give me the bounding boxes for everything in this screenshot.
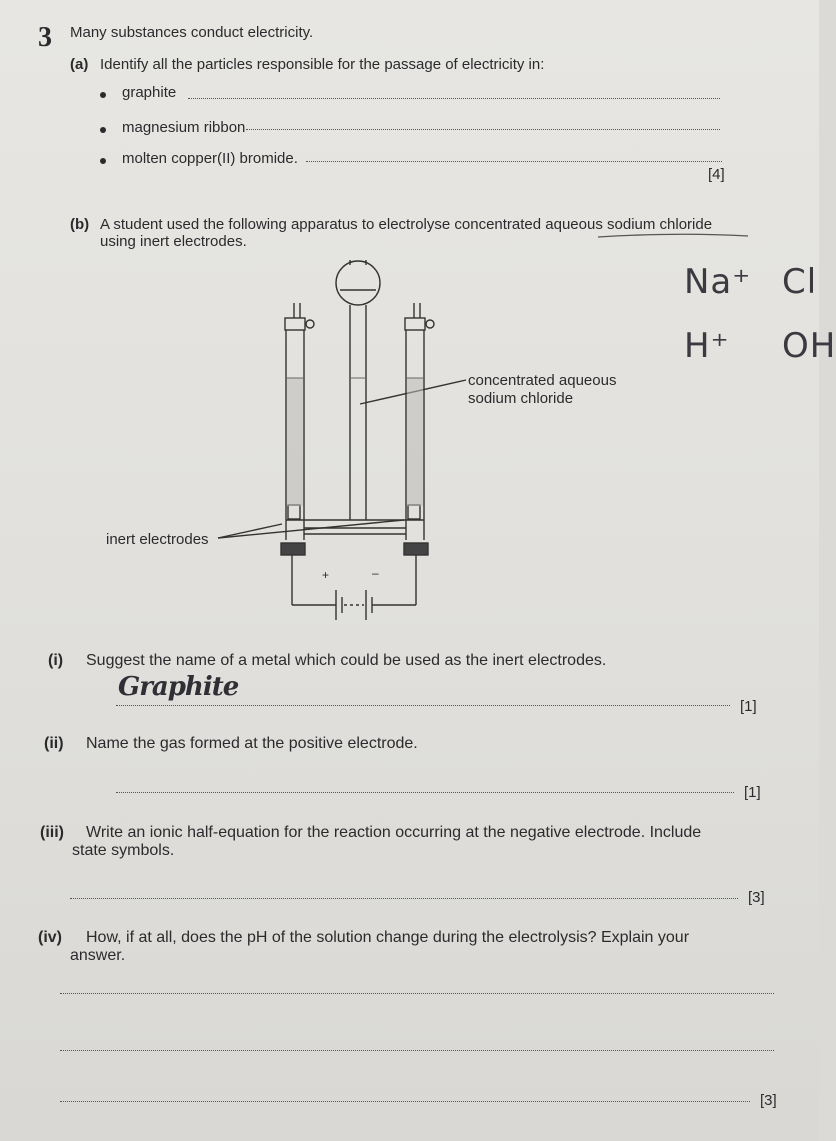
marks-iii: [3] (748, 889, 765, 906)
handwritten-na: Na⁺ (684, 262, 752, 302)
answer-line[interactable] (70, 897, 738, 899)
item-molten-copper-bromide: molten copper(II) bromide. (122, 150, 298, 167)
marks-i: [1] (740, 698, 757, 715)
answer-line[interactable] (60, 992, 774, 994)
handwritten-h: H⁺ (684, 326, 730, 366)
marks-ii: [1] (744, 784, 761, 801)
answer-line[interactable] (60, 1100, 750, 1102)
sub-i-text: Suggest the name of a metal which could be used as the inert electrodes. (86, 652, 607, 669)
answer-line[interactable] (60, 1049, 774, 1051)
sub-ii-text: Name the gas formed at the positive electrode. (86, 735, 418, 752)
label-inert-electrodes: inert electrodes (106, 531, 209, 548)
positive-terminal-symbol: + (322, 568, 330, 582)
handwritten-answer-i: Graphite (118, 672, 239, 702)
part-b-text-line2: using inert electrodes. (100, 233, 247, 250)
question-number: 3 (38, 22, 52, 53)
sub-ii-label: (ii) (44, 735, 64, 752)
label-concentrated-aqueous: concentrated aqueous (468, 372, 617, 389)
question-intro: Many substances conduct electricity. (70, 24, 314, 41)
sub-iv-label: (iv) (38, 929, 62, 946)
answer-line[interactable] (116, 704, 730, 706)
sub-iv-text-line2: answer. (70, 947, 126, 964)
marks-iv: [3] (760, 1092, 777, 1109)
label-sodium-chloride: sodium chloride (468, 390, 574, 407)
handwritten-cl: Cl (782, 262, 818, 302)
answer-line[interactable] (116, 791, 734, 793)
item-magnesium-ribbon: magnesium ribbon (122, 119, 246, 136)
handwritten-oh: OH (782, 326, 836, 366)
sub-iv-text-line1: How, if at all, does the pH of the solution change during the electrolysis? Explain your (86, 929, 690, 946)
negative-terminal-symbol: – (372, 566, 379, 580)
marks-a: [4] (708, 166, 725, 183)
part-b-text-line1: A student used the following apparatus to electrolyse concentrated aqueous sodium chloride (100, 216, 713, 233)
sub-iii-text-line2: state symbols. (72, 842, 175, 859)
sub-i-label: (i) (48, 652, 64, 669)
part-a-label: (a) (70, 56, 89, 73)
item-graphite: graphite (122, 84, 177, 101)
sub-iii-label: (iii) (40, 824, 64, 841)
part-b-label: (b) (70, 216, 90, 233)
part-a-text: Identify all the particles responsible for the passage of electricity in: (100, 56, 545, 73)
sub-iii-text-line1: Write an ionic half-equation for the reaction occurring at the negative electrode. Include (86, 824, 702, 841)
